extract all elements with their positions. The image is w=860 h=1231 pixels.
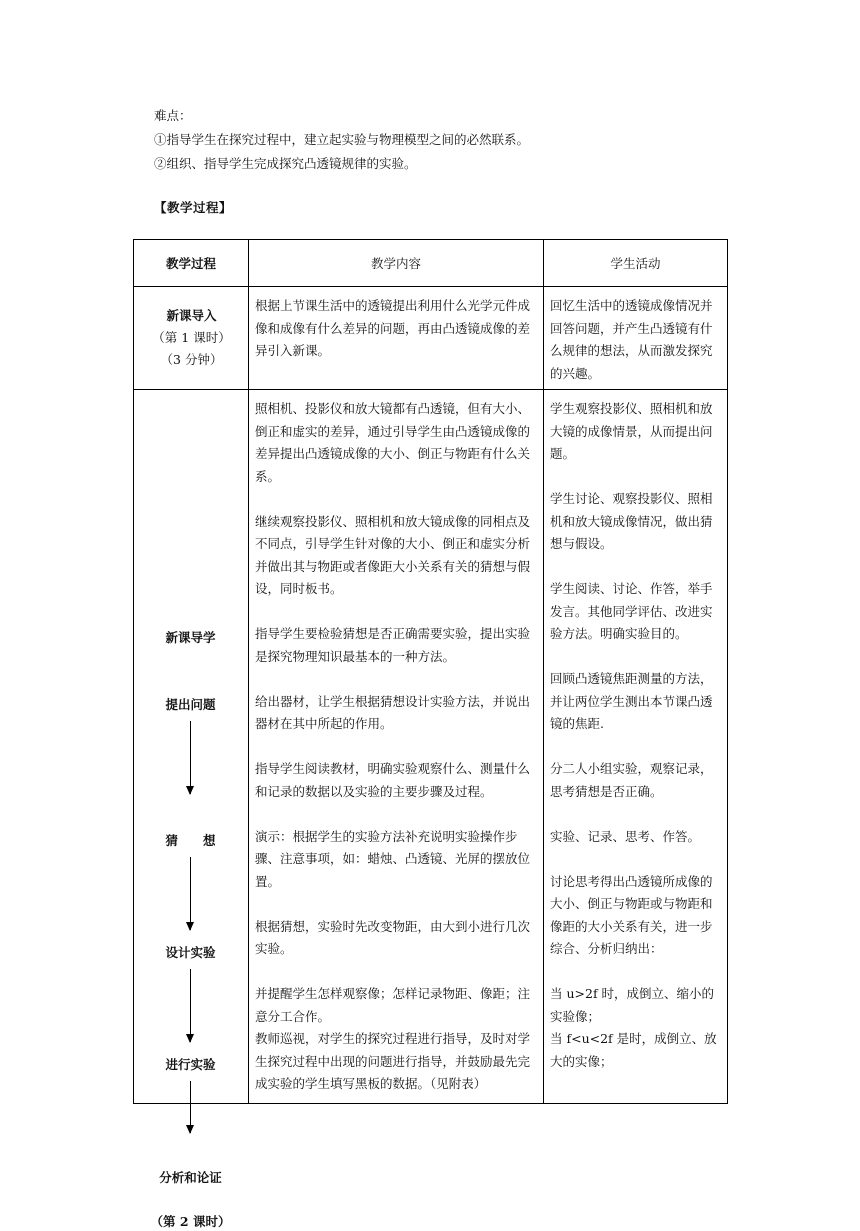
activity-paragraph: 分二人小组实验，观察记录，思考猜想是否正确。 — [550, 761, 713, 799]
stage-raise-question: 提出问题 — [165, 697, 216, 712]
section-title: 【教学过程】 — [154, 200, 233, 215]
stage-analysis: 分析和论证 — [159, 1170, 222, 1185]
activity-paragraph: 实验、记录、思考、作答。 — [550, 828, 701, 844]
content-paragraph: 并提醒学生怎样观察像；怎样记录物距、像距；注意分工合作。 — [255, 986, 531, 1024]
activity-cell — [544, 390, 728, 1104]
table-row — [134, 287, 728, 390]
activity-paragraph: 当 f<u<2f 是时，成倒立、放大的实像； — [550, 1031, 717, 1069]
activity-text: 回忆生活中的透镜成像情况并回答问题，并产生凸透镜有什么规律的想法，从而激发探究的兴趣。 — [550, 298, 713, 381]
content-paragraph: 照相机、投影仪和放大镜都有凸透镜，但有大小、倒正和虚实的差异，通过引导学生由凸透镜成像的差异提出凸透镜成像的大小、倒正与物距有什么关系。 — [255, 401, 531, 484]
flow-arrow — [190, 721, 191, 794]
difficulty-point-1: ①指导学生在探究过程中，建立起实验与物理模型之间的必然联系。 — [154, 132, 530, 147]
stage-period: （第 1 课时） — [152, 330, 231, 345]
content-paragraph: 指导学生阅读教材，明确实验观察什么、测量什么和记录的数据以及实验的主要步骤及过程。 — [255, 761, 531, 799]
difficulty-point-2: ②组织、指导学生完成探究凸透镜规律的实验。 — [154, 156, 417, 171]
activity-paragraph: 当 u>2f 时，成倒立、缩小的实验像； — [550, 986, 715, 1024]
stage-hypothesis: 猜 想 — [165, 833, 216, 848]
table-row — [134, 390, 728, 1104]
table-header-row — [134, 240, 728, 287]
flow-arrow — [190, 1081, 191, 1133]
activity-paragraph: 学生讨论、观察投影仪、照相机和放大镜成像情况，做出猜想与假设。 — [550, 491, 713, 551]
stage-flow-cell — [134, 390, 249, 1229]
content-paragraph: 给出器材，让学生根据猜想设计实验方法，并说出器材在其中所起的作用。 — [255, 693, 531, 731]
header-process: 教学过程 — [134, 240, 249, 287]
activity-paragraph: 回顾凸透镜焦距测量的方法，并让两位学生测出本节课凸透镜的焦距. — [550, 671, 713, 731]
intro-block — [154, 104, 529, 176]
flow-arrow — [190, 857, 191, 930]
content-text: 根据上节课生活中的透镜提出利用什么光学元件成像和成像有什么差异的问题，再由凸透镜成像的差异引入新课。 — [255, 298, 531, 358]
content-cell — [249, 390, 544, 1104]
flow-arrow — [190, 969, 191, 1042]
stage-new-lesson-guide: 新课导学 — [165, 630, 216, 645]
stage-flow — [134, 390, 248, 1229]
content-paragraph: 根据猜想，实验时先改变物距，由大到小进行几次实验。 — [255, 918, 531, 956]
stage-conduct-experiment: 进行实验 — [165, 1057, 216, 1072]
stage-time: （3 分钟） — [160, 352, 223, 367]
activity-paragraph: 讨论思考得出凸透镜所成像的大小、倒正与物距或与物距和像距的大小关系有关，进一步综合、分析归纳出： — [550, 873, 713, 956]
content-paragraphs — [249, 390, 543, 1096]
stage-period-2: （第 2 课时） — [150, 1214, 231, 1229]
teaching-process-table — [133, 239, 728, 1229]
header-activity: 学生活动 — [544, 240, 728, 287]
content-paragraph: 指导学生要检验猜想是否正确需要实验，提出实验是探究物理知识最基本的一种方法。 — [255, 626, 531, 664]
stage-cell — [134, 287, 249, 390]
stage-title: 新课导入 — [166, 308, 217, 323]
content-paragraph: 演示：根据学生的实验方法补充说明实验操作步骤、注意事项，如：蜡烛、凸透镜、光屏的摆放位置。 — [255, 828, 531, 889]
activity-paragraph: 学生阅读、讨论、作答，举手发言。其他同学评估、改进实验方法。明确实验目的。 — [550, 581, 713, 641]
activity-cell — [544, 287, 728, 390]
header-content: 教学内容 — [249, 240, 544, 287]
content-paragraph: 继续观察投影仪、照相机和放大镜成像的同相点及不同点，引导学生针对像的大小、倒正和虚实分析并做出其与物距或者像距大小关系有关的猜想与假设，同时板书。 — [255, 513, 531, 596]
content-cell — [249, 287, 544, 390]
content-paragraph: 教师巡视，对学生的探究过程进行指导，及时对学生探究过程中出现的问题进行指导，并鼓励最先完成实验的学生填写黑板的数据。（见附表） — [255, 1031, 531, 1091]
activity-paragraph: 学生观察投影仪、照相机和放大镜的成像情景，从而提出问题。 — [550, 401, 713, 461]
stage-design-experiment: 设计实验 — [165, 945, 216, 960]
difficulty-label: 难点： — [154, 108, 192, 123]
activity-paragraphs — [544, 390, 727, 1073]
